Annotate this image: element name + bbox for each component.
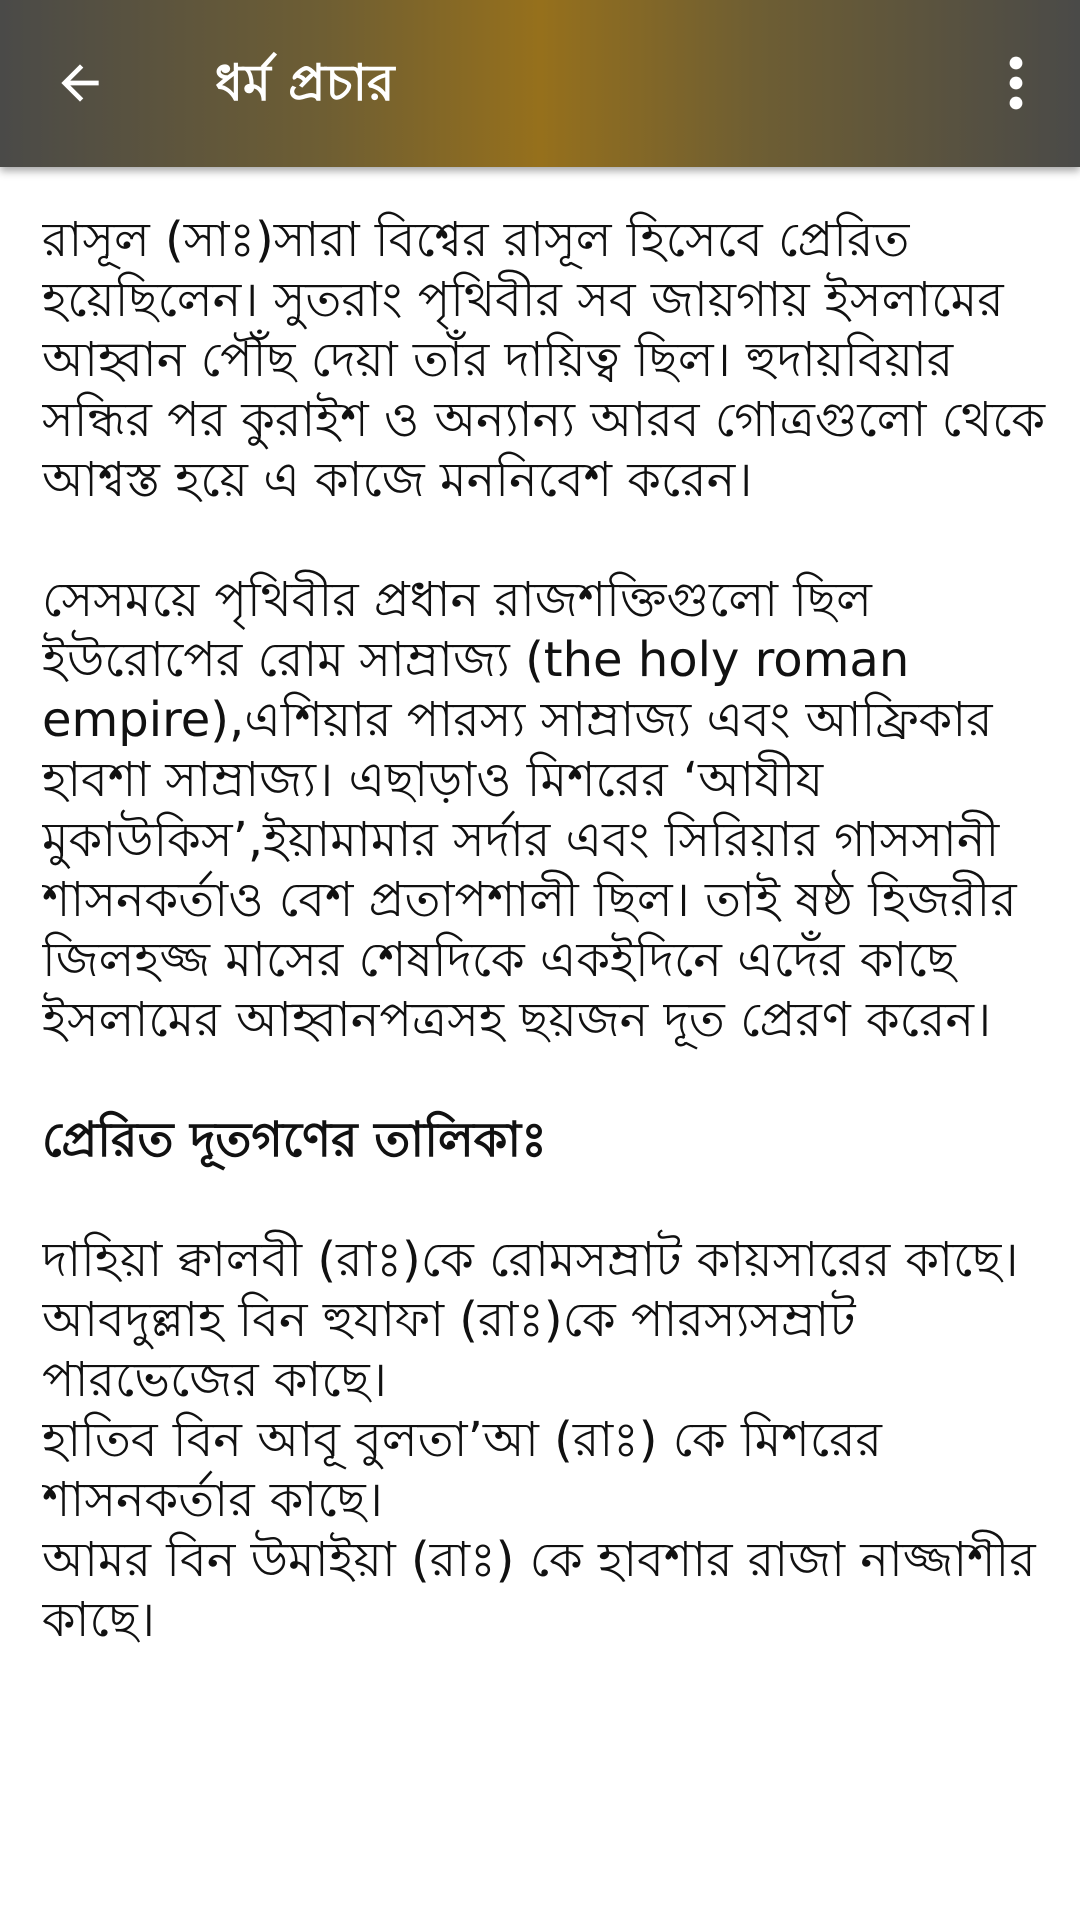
page-title: ধর্ম প্রচার [215,54,395,112]
article-content [42,210,1052,1880]
back-button[interactable] [30,33,130,133]
list-item: দাহিয়া ক্বালবী (রাঃ)কে রোমসম্রাট কায়সারের কাছে। [42,1232,1019,1288]
arrow-left-icon [52,55,108,111]
section-heading: প্রেরিত দূতগণের তালিকাঃ [42,1112,547,1168]
list-item: হাতিব বিন আবূ বুলতা’আ (রাঃ) কে মিশরের শাসনকর্তার কাছে। [42,1412,882,1528]
more-options-button[interactable] [966,33,1066,133]
article-paragraph: রাসূল (সাঃ)সারা বিশ্বের রাসূল হিসেবে প্রেরিত হয়েছিলেন। সুতরাং পৃথিবীর সব জায়গায় ইসলামের আহ্বান পৌঁছ দেয়া তাঁর দায়িত্ব ছিল। হুদায়বিয়ার সন্ধির পর কুরাইশ ও অন্যান্য আরব গোত্রগুলো থেকে আশ্বস্ত হয়ে এ কাজে মননিবেশ করেন। [42,212,1046,508]
list-item: আবদুল্লাহ বিন হুযাফা (রাঃ)কে পারস্যসম্রাট পারভেজের কাছে। [42,1292,856,1408]
app-bar [0,0,1080,167]
article-paragraph: সেসময়ে পৃথিবীর প্রধান রাজশক্তিগুলো ছিল ইউরোপের রোম সাম্রাজ্য (the holy roman empire),এশিয়ার পারস্য সাম্রাজ্য এবং আফ্রিকার হাবশা সাম্রাজ্য। এছাড়াও মিশরের ‘আযীয মুকাউকিস’,ইয়ামামার সর্দার এবং সিরিয়ার গাসসানী শাসনকর্তাও বেশ প্রতাপশালী ছিল। তাই ষষ্ঠ হিজরীর জিলহজ্জ মাসের শেষদিকে একইদিনে এদেঁর কাছে ইসলামের আহ্বানপত্রসহ ছয়জন দূত প্রেরণ করেন। [42,572,1017,1048]
more-vertical-icon [1008,55,1024,111]
list-item: আমর বিন উমাইয়া (রাঃ) কে হাবশার রাজা নাজ্জাশীর কাছে। [42,1532,1036,1648]
